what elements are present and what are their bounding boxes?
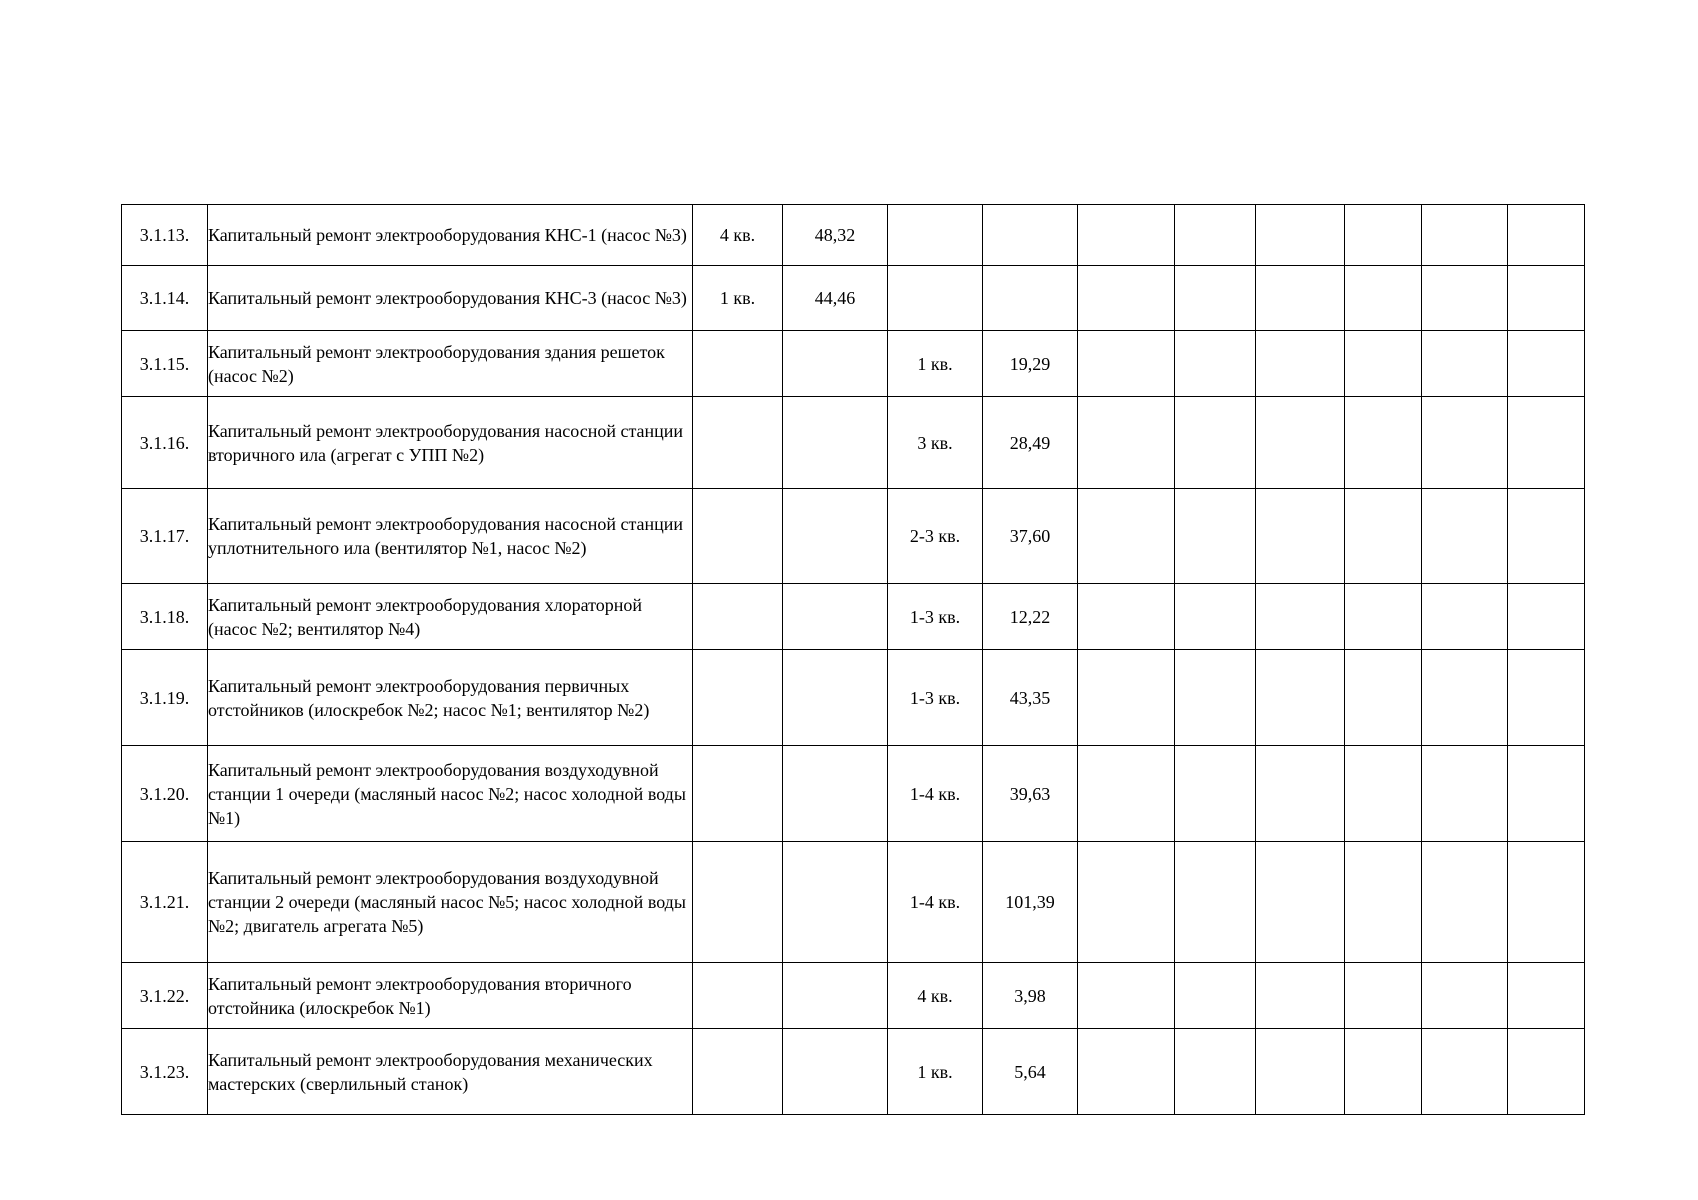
amount-col-2: [983, 266, 1078, 331]
empty-cell: [1078, 842, 1175, 963]
empty-cell: [1422, 205, 1508, 266]
empty-cell: [1508, 266, 1585, 331]
row-number: 3.1.14.: [122, 266, 208, 331]
work-description: Капитальный ремонт электрооборудования первичных отстойников (илоскребок №2; насос №1; вентилятор №2): [208, 650, 693, 746]
amount-col-2: 39,63: [983, 746, 1078, 842]
empty-cell: [1422, 584, 1508, 650]
period-col-2: 1 кв.: [888, 331, 983, 397]
empty-cell: [1078, 266, 1175, 331]
work-description: Капитальный ремонт электрооборудования КНС-1 (насос №3): [208, 205, 693, 266]
empty-cell: [1175, 1029, 1256, 1115]
empty-cell: [1175, 489, 1256, 584]
empty-cell: [1256, 746, 1345, 842]
period-col-1: 4 кв.: [693, 205, 783, 266]
empty-cell: [1078, 1029, 1175, 1115]
empty-cell: [1345, 746, 1422, 842]
empty-cell: [1508, 584, 1585, 650]
empty-cell: [1256, 650, 1345, 746]
table-row: [122, 1029, 1585, 1115]
work-description: Капитальный ремонт электрооборудования вторичного отстойника (илоскребок №1): [208, 963, 693, 1029]
work-description: Капитальный ремонт электрооборудования хлораторной (насос №2; вентилятор №4): [208, 584, 693, 650]
empty-cell: [1256, 842, 1345, 963]
table-row: [122, 746, 1585, 842]
amount-col-2: 12,22: [983, 584, 1078, 650]
period-col-1: [693, 746, 783, 842]
period-col-2: 2-3 кв.: [888, 489, 983, 584]
empty-cell: [1078, 746, 1175, 842]
amount-col-1: [783, 842, 888, 963]
empty-cell: [1345, 266, 1422, 331]
amount-col-2: 101,39: [983, 842, 1078, 963]
empty-cell: [1175, 331, 1256, 397]
empty-cell: [1256, 584, 1345, 650]
work-description: Капитальный ремонт электрооборудования КНС-3 (насос №3): [208, 266, 693, 331]
empty-cell: [1345, 397, 1422, 489]
amount-col-2: 19,29: [983, 331, 1078, 397]
amount-col-1: [783, 489, 888, 584]
empty-cell: [1078, 584, 1175, 650]
work-description: Капитальный ремонт электрооборудования воздуходувной станции 1 очереди (масляный насос №2; насос холодной воды №1): [208, 746, 693, 842]
period-col-2: 1-4 кв.: [888, 842, 983, 963]
empty-cell: [1422, 650, 1508, 746]
row-number: 3.1.21.: [122, 842, 208, 963]
table-row: [122, 650, 1585, 746]
empty-cell: [1345, 489, 1422, 584]
empty-cell: [1508, 650, 1585, 746]
empty-cell: [1175, 205, 1256, 266]
period-col-1: [693, 1029, 783, 1115]
period-col-1: [693, 650, 783, 746]
period-col-1: [693, 584, 783, 650]
period-col-2: 1-3 кв.: [888, 650, 983, 746]
row-number: 3.1.18.: [122, 584, 208, 650]
period-col-2: [888, 266, 983, 331]
amount-col-2: 37,60: [983, 489, 1078, 584]
amount-col-1: [783, 746, 888, 842]
empty-cell: [1508, 842, 1585, 963]
empty-cell: [1078, 963, 1175, 1029]
period-col-1: [693, 331, 783, 397]
row-number: 3.1.17.: [122, 489, 208, 584]
empty-cell: [1078, 331, 1175, 397]
empty-cell: [1508, 746, 1585, 842]
period-col-1: [693, 489, 783, 584]
empty-cell: [1508, 205, 1585, 266]
empty-cell: [1345, 963, 1422, 1029]
empty-cell: [1508, 963, 1585, 1029]
empty-cell: [1422, 842, 1508, 963]
work-plan-table: [121, 204, 1585, 1115]
empty-cell: [1175, 266, 1256, 331]
empty-cell: [1422, 266, 1508, 331]
empty-cell: [1345, 650, 1422, 746]
work-description: Капитальный ремонт электрооборудования воздуходувной станции 2 очереди (масляный насос №5; насос холодной воды №2; двигатель агрегата №5): [208, 842, 693, 963]
empty-cell: [1345, 842, 1422, 963]
amount-col-2: 3,98: [983, 963, 1078, 1029]
empty-cell: [1508, 331, 1585, 397]
empty-cell: [1078, 489, 1175, 584]
empty-cell: [1345, 584, 1422, 650]
empty-cell: [1078, 650, 1175, 746]
row-number: 3.1.13.: [122, 205, 208, 266]
empty-cell: [1175, 746, 1256, 842]
table-row: [122, 205, 1585, 266]
empty-cell: [1345, 205, 1422, 266]
empty-cell: [1175, 963, 1256, 1029]
table-row: [122, 584, 1585, 650]
period-col-2: 4 кв.: [888, 963, 983, 1029]
period-col-2: [888, 205, 983, 266]
empty-cell: [1256, 205, 1345, 266]
empty-cell: [1422, 1029, 1508, 1115]
table-row: [122, 397, 1585, 489]
period-col-1: [693, 963, 783, 1029]
empty-cell: [1256, 397, 1345, 489]
amount-col-2: [983, 205, 1078, 266]
amount-col-1: [783, 331, 888, 397]
period-col-2: 1 кв.: [888, 1029, 983, 1115]
period-col-1: [693, 842, 783, 963]
empty-cell: [1345, 1029, 1422, 1115]
empty-cell: [1256, 489, 1345, 584]
empty-cell: [1256, 331, 1345, 397]
row-number: 3.1.19.: [122, 650, 208, 746]
empty-cell: [1422, 397, 1508, 489]
amount-col-1: [783, 584, 888, 650]
table-row: [122, 489, 1585, 584]
table-row: [122, 331, 1585, 397]
table-row: [122, 842, 1585, 963]
empty-cell: [1078, 205, 1175, 266]
period-col-2: 1-4 кв.: [888, 746, 983, 842]
table-row: [122, 266, 1585, 331]
amount-col-1: 44,46: [783, 266, 888, 331]
amount-col-2: 5,64: [983, 1029, 1078, 1115]
amount-col-1: 48,32: [783, 205, 888, 266]
period-col-1: [693, 397, 783, 489]
row-number: 3.1.22.: [122, 963, 208, 1029]
period-col-2: 3 кв.: [888, 397, 983, 489]
empty-cell: [1422, 963, 1508, 1029]
empty-cell: [1078, 397, 1175, 489]
row-number: 3.1.15.: [122, 331, 208, 397]
row-number: 3.1.20.: [122, 746, 208, 842]
empty-cell: [1256, 1029, 1345, 1115]
empty-cell: [1175, 842, 1256, 963]
amount-col-2: 28,49: [983, 397, 1078, 489]
empty-cell: [1422, 489, 1508, 584]
empty-cell: [1508, 397, 1585, 489]
empty-cell: [1345, 331, 1422, 397]
period-col-2: 1-3 кв.: [888, 584, 983, 650]
empty-cell: [1175, 584, 1256, 650]
work-description: Капитальный ремонт электрооборудования здания решеток (насос №2): [208, 331, 693, 397]
empty-cell: [1508, 1029, 1585, 1115]
amount-col-2: 43,35: [983, 650, 1078, 746]
row-number: 3.1.16.: [122, 397, 208, 489]
work-description: Капитальный ремонт электрооборудования насосной станции уплотнительного ила (вентилятор №1, насос №2): [208, 489, 693, 584]
empty-cell: [1508, 489, 1585, 584]
amount-col-1: [783, 1029, 888, 1115]
row-number: 3.1.23.: [122, 1029, 208, 1115]
table-row: [122, 963, 1585, 1029]
work-description: Капитальный ремонт электрооборудования насосной станции вторичного ила (агрегат с УПП №2): [208, 397, 693, 489]
work-description: Капитальный ремонт электрооборудования механических мастерских (сверлильный станок): [208, 1029, 693, 1115]
empty-cell: [1422, 746, 1508, 842]
empty-cell: [1256, 963, 1345, 1029]
amount-col-1: [783, 397, 888, 489]
empty-cell: [1256, 266, 1345, 331]
empty-cell: [1422, 331, 1508, 397]
empty-cell: [1175, 650, 1256, 746]
empty-cell: [1175, 397, 1256, 489]
period-col-1: 1 кв.: [693, 266, 783, 331]
amount-col-1: [783, 650, 888, 746]
amount-col-1: [783, 963, 888, 1029]
